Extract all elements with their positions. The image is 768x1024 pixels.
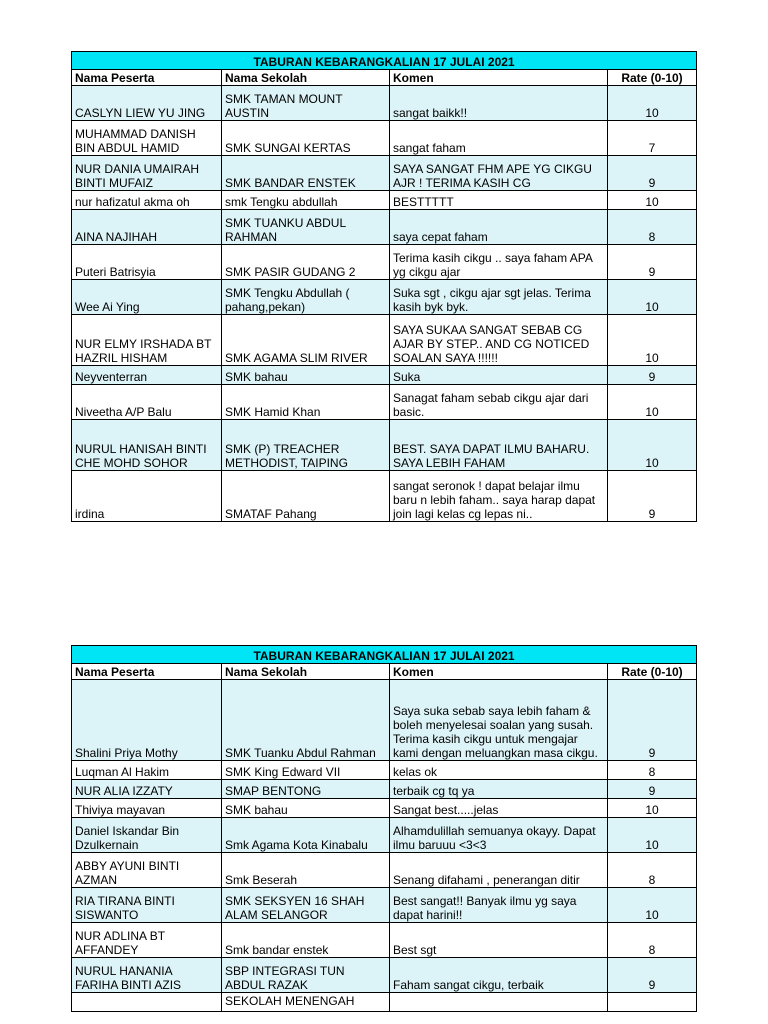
rating: 10 [608, 280, 697, 315]
participant-name: AINA NAJIHAH [72, 210, 222, 245]
table-row [72, 420, 697, 471]
rating: 9 [608, 245, 697, 280]
rating: 9 [608, 958, 697, 993]
rating: 8 [608, 210, 697, 245]
table-row [72, 191, 697, 210]
participant-name: Luqman Al Hakim [72, 761, 222, 780]
col-header-comment: Komen [390, 664, 608, 680]
school-name: SBP INTEGRASI TUN ABDUL RAZAK [222, 958, 390, 993]
table-title: TABURAN KEBARANGKALIAN 17 JULAI 2021 [72, 646, 697, 664]
table-row [72, 86, 697, 121]
comment: Sangat best.....jelas [390, 799, 608, 818]
col-header-comment: Komen [390, 70, 608, 86]
comment: Senang difahami , penerangan ditir [390, 853, 608, 888]
title-row [72, 52, 697, 70]
comment: Terima kasih cikgu .. saya faham APA yg cikgu ajar [390, 245, 608, 280]
participant-name: NUR ELMY IRSHADA BT HAZRIL HISHAM [72, 315, 222, 366]
table-row [72, 923, 697, 958]
rating: 10 [608, 888, 697, 923]
participant-name: irdina [72, 471, 222, 522]
comment: sangat baikk!! [390, 86, 608, 121]
participant-name: NURUL HANISAH BINTI CHE MOHD SOHOR [72, 420, 222, 471]
comment: sangat faham [390, 121, 608, 156]
rating: 10 [608, 385, 697, 420]
table-row [72, 385, 697, 420]
school-name: Smk bandar enstek [222, 923, 390, 958]
school-name: SMK bahau [222, 366, 390, 385]
survey-table-1 [71, 51, 697, 522]
survey-table-2 [71, 645, 697, 1012]
comment: Alhamdulillah semuanya okayy. Dapat ilmu baruuu <3<3 [390, 818, 608, 853]
school-name: SMK PASIR GUDANG 2 [222, 245, 390, 280]
school-name: SMK TUANKU ABDUL RAHMAN [222, 210, 390, 245]
school-name: smk Tengku abdullah [222, 191, 390, 210]
rating: 10 [608, 86, 697, 121]
comment: kelas ok [390, 761, 608, 780]
comment [390, 993, 608, 1012]
table-row [72, 761, 697, 780]
comment: terbaik cg tq ya [390, 780, 608, 799]
rating: 9 [608, 680, 697, 761]
rating: 9 [608, 156, 697, 191]
table-row [72, 471, 697, 522]
participant-name: Daniel Iskandar Bin Dzulkernain [72, 818, 222, 853]
table-row [72, 853, 697, 888]
school-name: Smk Agama Kota Kinabalu [222, 818, 390, 853]
participant-name: NURUL HANANIA FARIHA BINTI AZIS [72, 958, 222, 993]
rating: 8 [608, 923, 697, 958]
table-title: TABURAN KEBARANGKALIAN 17 JULAI 2021 [72, 52, 697, 70]
participant-name: Neyventerran [72, 366, 222, 385]
school-name: SMK Tuanku Abdul Rahman [222, 680, 390, 761]
rating: 10 [608, 420, 697, 471]
col-header-participant: Nama Peserta [72, 70, 222, 86]
school-name: SMAP BENTONG [222, 780, 390, 799]
participant-name: Thiviya mayavan [72, 799, 222, 818]
table-row [72, 156, 697, 191]
participant-name: CASLYN LIEW YU JING [72, 86, 222, 121]
school-name: SEKOLAH MENENGAH [222, 993, 390, 1012]
rating: 7 [608, 121, 697, 156]
table-row [72, 818, 697, 853]
col-header-school: Nama Sekolah [222, 664, 390, 680]
rating: 8 [608, 853, 697, 888]
comment: Best sangat!! Banyak ilmu yg saya dapat harini!! [390, 888, 608, 923]
comment: saya cepat faham [390, 210, 608, 245]
rating: 9 [608, 471, 697, 522]
comment: Faham sangat cikgu, terbaik [390, 958, 608, 993]
school-name: SMK Tengku Abdullah ( pahang,pekan) [222, 280, 390, 315]
rating: 10 [608, 818, 697, 853]
participant-name: RIA TIRANA BINTI SISWANTO [72, 888, 222, 923]
rating: 10 [608, 315, 697, 366]
comment: Suka [390, 366, 608, 385]
comment: Best sgt [390, 923, 608, 958]
rating: 9 [608, 366, 697, 385]
rating [608, 993, 697, 1012]
rating: 10 [608, 799, 697, 818]
rating: 10 [608, 191, 697, 210]
header-row [72, 70, 697, 86]
table-row [72, 366, 697, 385]
participant-name: Niveetha A/P Balu [72, 385, 222, 420]
title-row [72, 646, 697, 664]
table-row [72, 958, 697, 993]
school-name: SMK Hamid Khan [222, 385, 390, 420]
school-name: SMK King Edward VII [222, 761, 390, 780]
participant-name [72, 993, 222, 1012]
participant-name: Shalini Priya Mothy [72, 680, 222, 761]
participant-name: Puteri Batrisyia [72, 245, 222, 280]
table-row [72, 888, 697, 923]
participant-name: Wee Ai Ying [72, 280, 222, 315]
col-header-participant: Nama Peserta [72, 664, 222, 680]
comment: Saya suka sebab saya lebih faham & boleh menyelesai soalan yang susah. Terima kasih cikgu untuk mengajar kami dengan meluangkan masa cikgu. [390, 680, 608, 761]
table-row [72, 799, 697, 818]
comment: SAYA SANGAT FHM APE YG CIKGU AJR ! TERIMA KASIH CG [390, 156, 608, 191]
participant-name: nur hafizatul akma oh [72, 191, 222, 210]
table-row [72, 315, 697, 366]
header-row [72, 664, 697, 680]
comment: BESTTTTT [390, 191, 608, 210]
rating: 8 [608, 761, 697, 780]
school-name: SMK TAMAN MOUNT AUSTIN [222, 86, 390, 121]
participant-name: NUR ALIA IZZATY [72, 780, 222, 799]
school-name: SMATAF Pahang [222, 471, 390, 522]
table-row [72, 121, 697, 156]
school-name: SMK BANDAR ENSTEK [222, 156, 390, 191]
participant-name: NUR ADLINA BT AFFANDEY [72, 923, 222, 958]
table-row [72, 680, 697, 761]
table-row [72, 210, 697, 245]
col-header-rate: Rate (0-10) [608, 664, 697, 680]
rating: 9 [608, 780, 697, 799]
comment: Sanagat faham sebab cikgu ajar dari basic. [390, 385, 608, 420]
col-header-school: Nama Sekolah [222, 70, 390, 86]
comment: sangat seronok ! dapat belajar ilmu baru n lebih faham.. saya harap dapat join lagi kelas cg lepas ni.. [390, 471, 608, 522]
school-name: Smk Beserah [222, 853, 390, 888]
school-name: SMK SUNGAI KERTAS [222, 121, 390, 156]
participant-name: NUR DANIA UMAIRAH BINTI MUFAIZ [72, 156, 222, 191]
comment: BEST. SAYA DAPAT ILMU BAHARU. SAYA LEBIH FAHAM [390, 420, 608, 471]
participant-name: MUHAMMAD DANISH BIN ABDUL HAMID [72, 121, 222, 156]
table-row [72, 993, 697, 1012]
table-row [72, 280, 697, 315]
school-name: SMK SEKSYEN 16 SHAH ALAM SELANGOR [222, 888, 390, 923]
school-name: SMK AGAMA SLIM RIVER [222, 315, 390, 366]
participant-name: ABBY AYUNI BINTI AZMAN [72, 853, 222, 888]
comment: SAYA SUKAA SANGAT SEBAB CG AJAR BY STEP.. AND CG NOTICED SOALAN SAYA !!!!!! [390, 315, 608, 366]
table-row [72, 245, 697, 280]
school-name: SMK (P) TREACHER METHODIST, TAIPING [222, 420, 390, 471]
col-header-rate: Rate (0-10) [608, 70, 697, 86]
comment: Suka sgt , cikgu ajar sgt jelas. Terima kasih byk byk. [390, 280, 608, 315]
school-name: SMK bahau [222, 799, 390, 818]
table-row [72, 780, 697, 799]
